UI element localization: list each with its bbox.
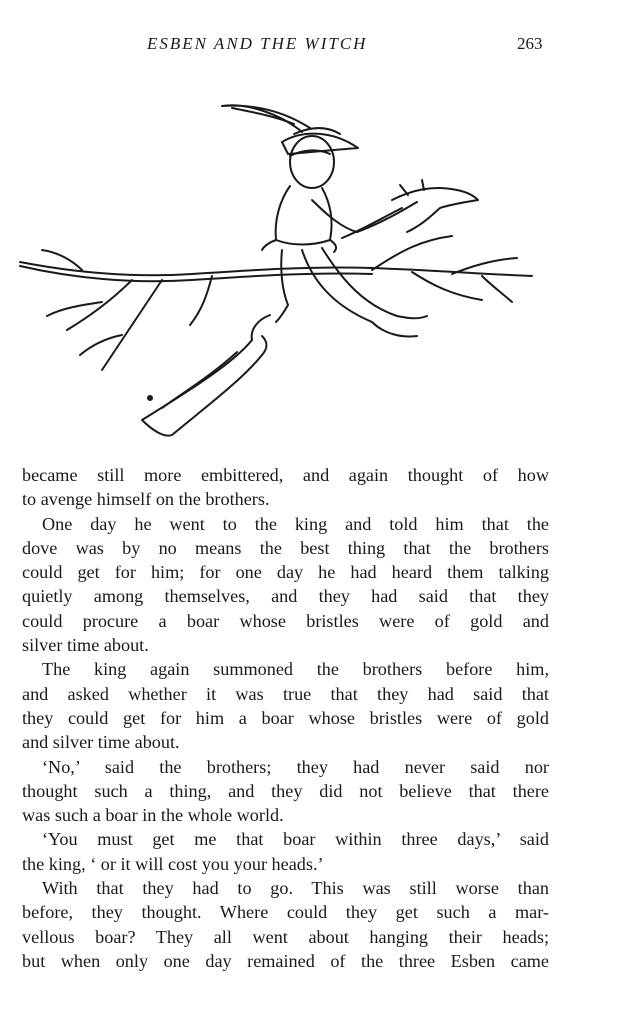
text-line: and asked whether it was true that they had said that: [22, 683, 549, 704]
text-line: became still more embittered, and again thought of how: [22, 465, 549, 485]
text-line: was such a boar in the whole world.: [22, 805, 284, 826]
text-line: they could get for him a boar whose bristles were of gold: [22, 707, 549, 728]
running-title: ESBEN AND THE WITCH: [147, 34, 368, 53]
body-text: [22, 463, 549, 973]
page-number: 263: [517, 34, 543, 53]
text-line: The king again summoned the brothers before him,: [42, 659, 549, 680]
text-line: to avenge himself on the brothers.: [22, 489, 270, 510]
text-line: the king, ‘ or it will cost you your heads.’: [22, 853, 324, 874]
boy-riding-flying-branch-illustration: [12, 90, 552, 450]
text-line: One day he went to the king and told him that the: [42, 513, 549, 534]
text-line: thought such a thing, and they did not believe that there: [22, 780, 549, 801]
page-header: [0, 30, 622, 60]
text-line: dove was by no means the best thing that the brothers: [22, 537, 549, 558]
text-line: ‘You must get me that boar within three days,’ said: [42, 829, 549, 850]
text-line: but when only one day remained of the three Esben came: [22, 950, 549, 971]
text-line: ‘No,’ said the brothers; they had never said nor: [42, 756, 549, 777]
text-line: vellous boar? They all went about hanging their heads;: [22, 926, 549, 947]
text-line: With that they had to go. This was still worse than: [42, 878, 549, 899]
text-line: silver time about.: [22, 635, 149, 656]
text-line: could procure a boar whose bristles were of gold and: [22, 610, 549, 631]
text-line: and silver time about.: [22, 732, 180, 753]
text-line: quietly among themselves, and they had said that they: [22, 586, 549, 607]
text-line: before, they thought. Where could they get such a mar-: [22, 902, 549, 923]
text-line: could get for him; for one day he had heard them talking: [22, 562, 549, 583]
